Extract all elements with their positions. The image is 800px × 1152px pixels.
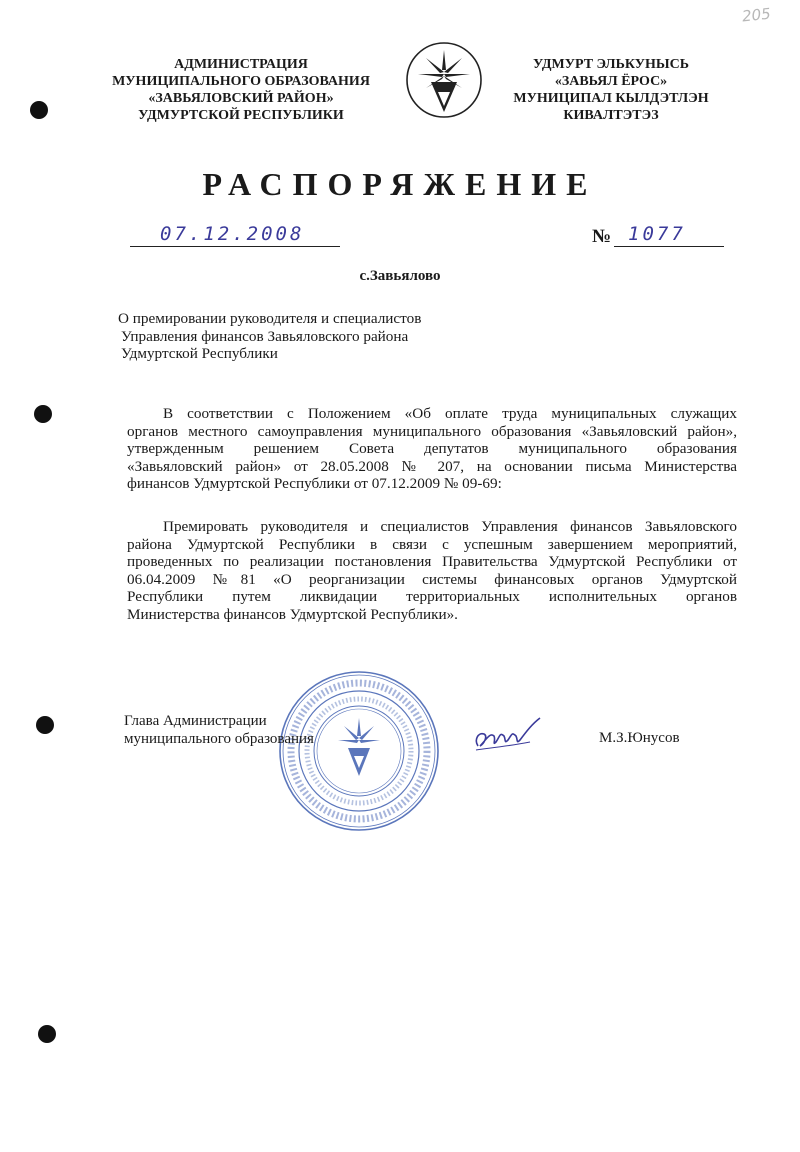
paragraph-line: утвержденным решением Совета депутатов муниципального образования: [127, 440, 737, 457]
header-left-line: «ЗАВЬЯЛОВСКИЙ РАЙОН»: [148, 91, 334, 106]
subject-line: О премировании руководителя и специалистов: [118, 310, 422, 327]
paragraph-basis: [127, 405, 737, 493]
paragraph-line: В соответствии с Положением «Об оплате труда муниципальных служащих: [163, 405, 737, 422]
header-left-org: [103, 56, 379, 124]
header-right-line: КИВАЛТЭТЭЗ: [563, 108, 659, 123]
subject-line: Удмуртской Республики: [121, 345, 278, 362]
paragraph-order: [127, 518, 737, 623]
header-right-line: «ЗАВЬЯЛ ЁРОС»: [554, 74, 668, 89]
punch-hole: [38, 1025, 56, 1043]
header-left-line: АДМИНИСТРАЦИЯ: [174, 57, 308, 72]
paragraph-line: 06.04.2009 №81 «О реорганизации системы финансовых органов Удмуртской: [127, 570, 737, 588]
subject-block: [118, 310, 518, 363]
punch-hole: [34, 405, 52, 423]
document-title: РАСПОРЯЖЕНИЕ: [202, 166, 598, 202]
subject-line: Управления финансов Завьяловского района: [121, 327, 409, 345]
header-left-line: УДМУРТСКОЙ РЕСПУБЛИКИ: [138, 108, 344, 123]
date-handwritten: 07.12.2008: [160, 223, 305, 245]
punch-hole: [30, 101, 48, 119]
paragraph-line: органов местного самоуправления муниципального образования «Завьяловский район»,: [127, 422, 737, 440]
header-right-line: МУНИЦИПАЛ КЫЛДЭТЛЭН: [513, 91, 709, 106]
place-name: с.Завьялово: [359, 268, 441, 284]
punch-hole: [36, 716, 54, 734]
signatory-title-line: Глава Администрации: [124, 713, 267, 729]
paragraph-line: Министерства финансов Удмуртской Республики».: [127, 605, 458, 623]
paragraph-line: Премировать руководителя и специалистов Управления финансов Завьяловского: [163, 518, 737, 535]
paragraph-line: финансов Удмуртской Республики от 07.12.2009 № 09-69:: [127, 475, 502, 492]
header-right-line: УДМУРТ ЭЛЬКУНЫСЬ: [533, 57, 689, 72]
handwritten-signature: [470, 712, 550, 762]
signatory-title-line: муниципального образования: [124, 731, 314, 747]
corner-page-mark: 205: [741, 4, 772, 26]
number-label: №: [592, 226, 612, 247]
paragraph-line: района Удмуртской Республики в связи с успешным завершением мероприятий,: [127, 535, 737, 553]
header-left-line: МУНИЦИПАЛЬНОГО ОБРАЗОВАНИЯ: [112, 74, 370, 89]
paragraph-line: проведенных по реализации постановления Правительства Удмуртской Республики от: [127, 553, 737, 570]
signatory-title: [124, 712, 314, 748]
coat-of-arms-emblem-icon: [404, 40, 484, 120]
official-stamp-seal: [276, 668, 442, 834]
header-right-org: [506, 56, 716, 124]
number-handwritten: 1077: [628, 223, 686, 245]
signatory-name: М.З.Юнусов: [599, 730, 680, 746]
paragraph-line: Республики путем ликвидации территориальных исполнительных органов: [127, 588, 737, 605]
paragraph-line: «Завьяловский район» от 28.05.2008 № 207, на основании письма Министерства: [127, 457, 737, 475]
